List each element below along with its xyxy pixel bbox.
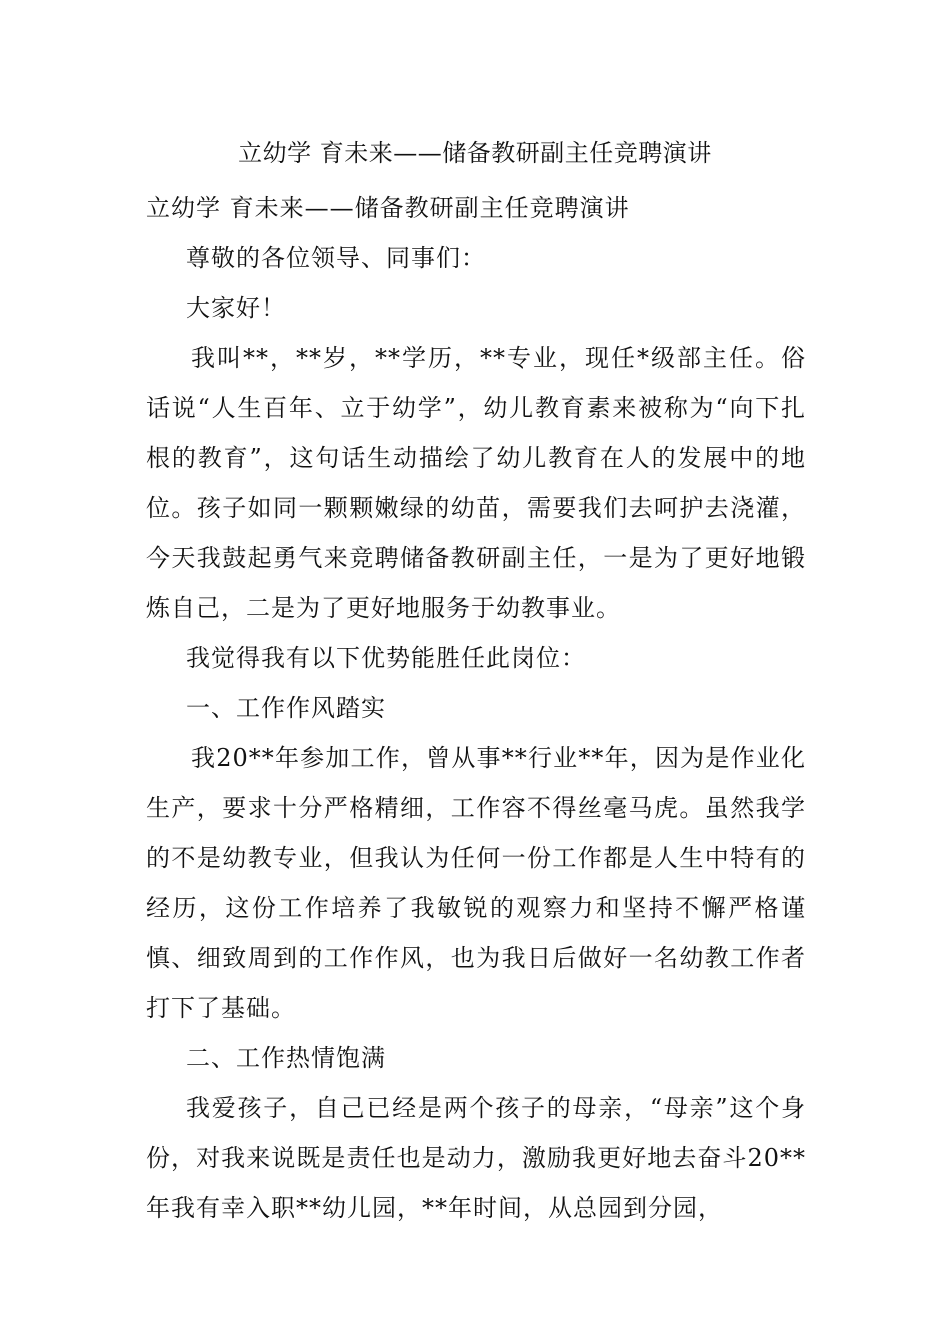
section-2-paragraph: 我爱孩子，自己已经是两个孩子的母亲，“母亲”这个身份，对我来说既是责任也是动力，激励我更好地去奋斗20**年我有幸入职**幼儿园，**年时间，从总园到分园，	[146, 1094, 806, 1222]
section-heading-1: 一、工作作风踏实	[186, 694, 386, 722]
subtitle-paragraph: 立幼学 育未来——储备教研副主任竞聘演讲	[146, 194, 630, 222]
greeting-paragraph: 大家好！	[186, 294, 286, 322]
document-body	[146, 183, 806, 1233]
section-heading-2: 二、工作热情饱满	[186, 1044, 386, 1072]
document-title: 立幼学 育未来——储备教研副主任竞聘演讲	[238, 139, 712, 167]
intro-paragraph: 我叫**，**岁，**学历，**专业，现任*级部主任。俗话说“人生百年、立于幼学”，幼儿教育素来被称为“向下扎根的教育”，这句话生动描绘了幼儿教育在人的发展中的地位。孩子如同一颗颗嫩绿的幼苗，需要我们去呵护去浇灌，今天我鼓起勇气来竞聘储备教研副主任，一是为了更好地锻炼自己，二是为了更好地服务于幼教事业。	[146, 344, 806, 622]
advantages-lead-paragraph: 我觉得我有以下优势能胜任此岗位：	[186, 644, 586, 672]
section-1-paragraph: 我20**年参加工作，曾从事**行业**年，因为是作业化生产，要求十分严格精细，工作容不得丝毫马虎。虽然我学的不是幼教专业，但我认为任何一份工作都是人生中特有的经历，这份工作培养了我敏锐的观察力和坚持不懈严格谨慎、细致周到的工作作风，也为我日后做好一名幼教工作者打下了基础。	[146, 744, 806, 1022]
salutation-paragraph: 尊敬的各位领导、同事们：	[186, 244, 486, 272]
